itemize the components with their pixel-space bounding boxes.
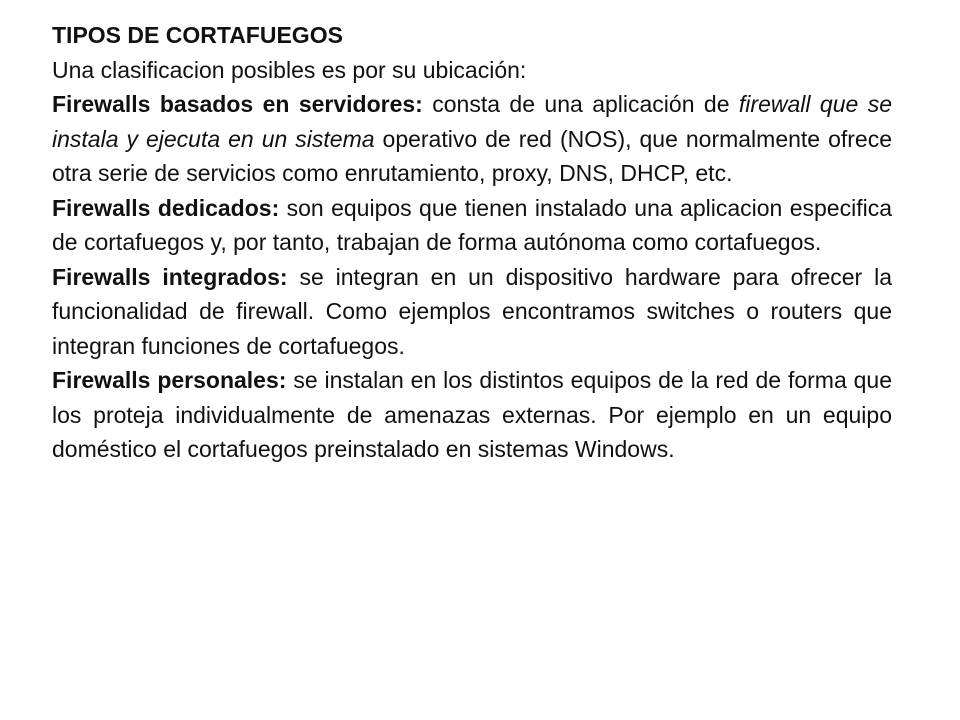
paragraph-integrados xyxy=(52,260,892,364)
term-personales: Firewalls personales: xyxy=(52,367,287,393)
paragraph-dedicados xyxy=(52,191,892,260)
term-integrados: Firewalls integrados: xyxy=(52,263,288,290)
slide-title: TIPOS DE CORTAFUEGOS xyxy=(52,22,343,48)
text-servidores-a: consta de una aplicación de xyxy=(422,91,739,117)
text-personales: se instalan en los distintos equipos de la red de forma que los proteja individualmente de amenazas externas. Por ejemplo en un equipo doméstico el cortafuegos preinstalado en sistemas Windows. xyxy=(52,367,893,462)
text-dedicados: son equipos que tienen instalado una aplicacion especifica de cortafuegos y, por tanto, trabajan de forma autónoma como cortafuegos. xyxy=(52,194,892,255)
text-integrados: se integran en un dispositivo hardware para ofrecer la funcionalidad de firewall. Como ejemplos encontramos switches o routers que integran funciones de cortafuegos. xyxy=(52,263,892,359)
term-servidores: Firewalls basados en servidores: xyxy=(52,91,423,117)
paragraph-personales xyxy=(52,363,892,467)
slide-body xyxy=(52,18,892,467)
text-servidores-b: operativo de red (NOS), que normalmente ofrece otra serie de servicios como enrutamiento, proxy, DNS, DHCP, etc. xyxy=(52,125,892,186)
term-dedicados: Firewalls dedicados: xyxy=(52,194,280,221)
text-servidores-italic: firewall que se instala y ejecuta en un sistema xyxy=(52,91,892,152)
intro-text: Una clasificacion posibles es por su ubicación: xyxy=(52,56,527,83)
paragraph-servidores xyxy=(52,87,892,191)
